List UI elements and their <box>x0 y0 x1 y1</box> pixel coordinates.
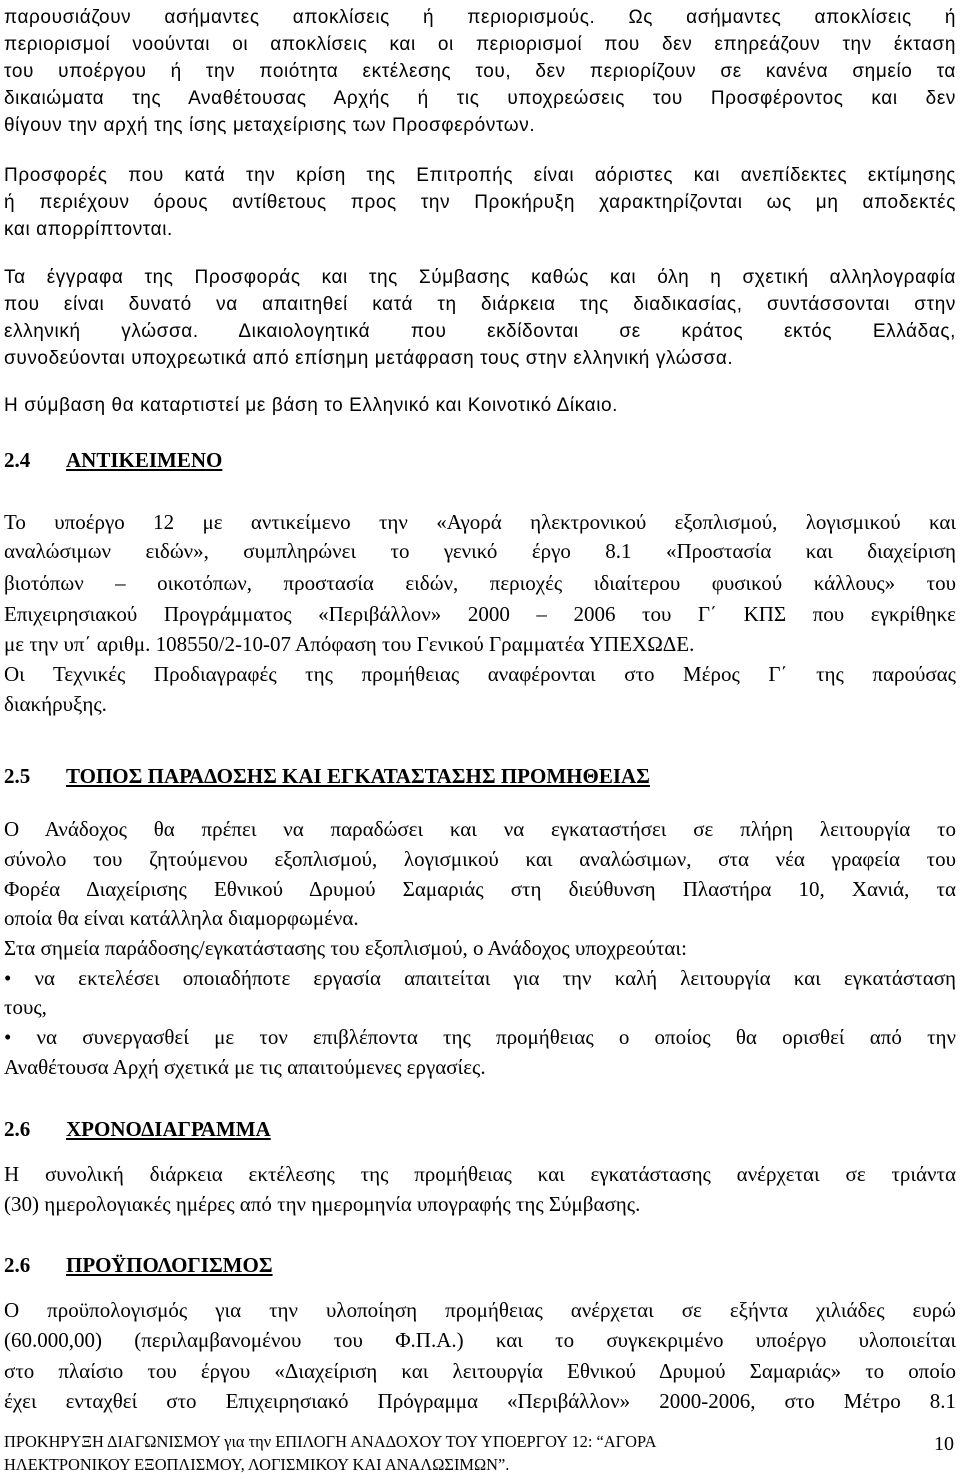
text-line: Η συνολική διάρκεια εκτέλεσης της προμήθειας και εγκατάστασης ανέρχεται σε τριάντα <box>4 1162 956 1186</box>
text-line: δικαιώματα της Αναθέτουσας Αρχής ή τις υποχρεώσεις του Προσφέροντος και δεν <box>4 88 956 109</box>
text-line: που είναι δυνατό να απαιτηθεί κατά τη διάρκεια της διαδικασίας, συντάσσονται στην <box>4 294 956 315</box>
section-heading <box>4 448 956 472</box>
page-number: 10 <box>934 1433 954 1455</box>
text-line: Στα σημεία παράδοσης/εγκατάστασης του εξοπλισμού, ο Ανάδοχος υποχρεούται: <box>4 936 687 960</box>
section-title: ΑΝΤΙΚΕΙΜΕΝΟ <box>66 448 223 472</box>
text-line: (60.000,00) (περιλαμβανομένου του Φ.Π.Α.) και το συγκεκριμένο υποέργο υλοποιείται <box>4 1328 956 1352</box>
text-line: Οι Τεχνικές Προδιαγραφές της προμήθειας αναφέρονται στο Μέρος Γ΄ της παρούσας <box>4 662 956 686</box>
bullet-item: • να συνεργασθεί με τον επιβλέποντα της προμήθειας ο οποίος θα ορισθεί από την <box>4 1025 956 1049</box>
text-line: διακήρυξης. <box>4 692 107 716</box>
section-number: 2.6 <box>4 1253 31 1277</box>
text-line: οποία θα είναι κατάλληλα διαμορφωμένα. <box>4 906 359 930</box>
text-line: στο πλαίσιο του έργου «Διαχείριση και λειτουργία Εθνικού Δρυμού Σαμαριάς» το οποίο <box>4 1359 956 1383</box>
section-title: ΧΡΟΝΟΔΙΑΓΡΑΜΜΑ <box>66 1117 271 1141</box>
text-line: με την υπ΄ αριθμ. 108550/2-10-07 Απόφαση του Γενικού Γραμματέα ΥΠΕΧΩΔΕ. <box>4 632 695 656</box>
text-line: σύνολο του ζητούμενου εξοπλισμού, λογισμικού και αναλώσιμων, στα νέα γραφεία του <box>4 847 956 871</box>
text-line: Φορέα Διαχείρισης Εθνικού Δρυμού Σαμαριάς στη διεύθυνση Πλαστήρα 10, Χανιά, τα <box>4 877 956 901</box>
bullet-item: • να εκτελέσει οποιαδήποτε εργασία απαιτείται για την καλή λειτουργία και εγκατάσταση <box>4 966 956 990</box>
text-line: βιοτόπων – οικοτόπων, προστασία ειδών, περιοχές ιδιαίτερου φυσικού κάλλους» του <box>4 571 956 595</box>
text-line: περιορισμοί νοούνται οι αποκλίσεις και οι περιορισμοί που δεν επηρεάζουν την έκταση <box>4 34 956 55</box>
text-line: Το υποέργο 12 με αντικείμενο την «Αγορά ηλεκτρονικού εξοπλισμού, λογισμικού και <box>4 510 956 534</box>
footer-line: ΠΡΟΚΗΡΥΞΗ ΔΙΑΓΩΝΙΣΜΟΥ για την ΕΠΙΛΟΓΗ ΑΝΑΔΟΧΟΥ ΤΟΥ ΥΠΟΕΡΓΟΥ 12: “ΑΓΟΡΑ <box>4 1432 657 1451</box>
text-line: του υποέργου ή την ποιότητα εκτέλεσης του, δεν περιορίζουν σε κανένα σημείο τα <box>4 61 956 82</box>
text-line: Επιχειρησιακού Προγράμματος «Περιβάλλον» 2000 – 2006 του Γ΄ ΚΠΣ που εγκρίθηκε <box>4 602 956 626</box>
text-line: ή περιέχουν όρους αντίθετους προς την Προκήρυξη χαρακτηρίζονται ως μη αποδεκτές <box>4 192 956 213</box>
text-line: τους, <box>4 995 47 1019</box>
section-title: ΤΟΠΟΣ ΠΑΡΑΔΟΣΗΣ ΚΑΙ ΕΓΚΑΤΑΣΤΑΣΗΣ ΠΡΟΜΗΘΕΙΑΣ <box>66 764 650 788</box>
footer-line: ΗΛΕΚΤΡΟΝΙΚΟΥ ΕΞΟΠΛΙΣΜΟΥ, ΛΟΓΙΣΜΙΚΟΥ ΚΑΙ ΑΝΑΛΩΣΙΜΩΝ”. <box>4 1455 510 1474</box>
text-line: (30) ημερολογιακές ημέρες από την ημερομηνία υπογραφής της Σύμβασης. <box>4 1192 641 1216</box>
text-line: Η σύμβαση θα καταρτιστεί με βάση το Ελληνικό και Κοινοτικό Δίκαιο. <box>4 395 619 416</box>
section-title: ΠΡΟΫΠΟΛΟΓΙΣΜΟΣ <box>66 1253 273 1277</box>
text-line: Ο προϋπολογισμός για την υλοποίηση προμήθειας ανέρχεται σε εξήντα χιλιάδες ευρώ <box>4 1298 956 1322</box>
section-number: 2.6 <box>4 1117 31 1141</box>
section-number: 2.4 <box>4 448 31 472</box>
text-line: Προσφορές που κατά την κρίση της Επιτροπής είναι αόριστες και ανεπίδεκτες εκτίμησης <box>4 165 956 186</box>
text-line: και απορρίπτονται. <box>4 219 173 240</box>
section-heading <box>4 1117 956 1141</box>
text-line: Αναθέτουσα Αρχή σχετικά με τις απαιτούμενες εργασίες. <box>4 1055 486 1079</box>
text-line: Ο Ανάδοχος θα πρέπει να παραδώσει και να εγκαταστήσει σε πλήρη λειτουργία το <box>4 817 956 841</box>
section-heading <box>4 764 956 788</box>
text-line: συνοδεύονται υποχρεωτικά από επίσημη μετάφραση τους στην ελληνική γλώσσα. <box>4 348 734 369</box>
text-line: θίγουν την αρχή της ίσης μεταχείρισης των Προσφερόντων. <box>4 115 536 136</box>
text-line: ελληνική γλώσσα. Δικαιολογητικά που εκδίδονται σε κράτος εκτός Ελλάδας, <box>4 321 956 342</box>
text-line: αναλώσιμων ειδών», συμπληρώνει το γενικό έργο 8.1 «Προστασία και διαχείριση <box>4 539 956 563</box>
text-line: έχει ενταχθεί στο Επιχειρησιακό Πρόγραμμα «Περιβάλλον» 2000-2006, στο Μέτρο 8.1 <box>4 1389 956 1413</box>
section-heading <box>4 1253 956 1277</box>
text-line: παρουσιάζουν ασήμαντες αποκλίσεις ή περιορισμούς. Ως ασήμαντες αποκλίσεις ή <box>4 7 956 28</box>
section-number: 2.5 <box>4 764 31 788</box>
text-line: Τα έγγραφα της Προσφοράς και της Σύμβασης καθώς και όλη η σχετική αλληλογραφία <box>4 267 956 288</box>
